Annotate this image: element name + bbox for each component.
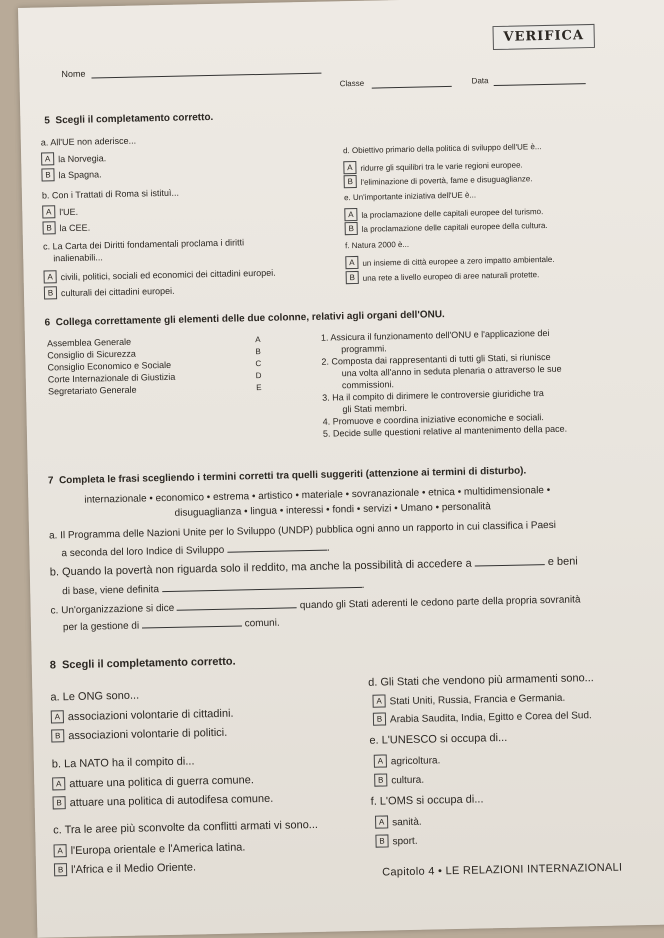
ex8-a-option-b[interactable] — [51, 726, 227, 743]
option-b-badge: B — [51, 729, 64, 742]
option-a-badge: A — [374, 754, 387, 767]
ex7-c-text-end-2: comuni. — [244, 617, 280, 630]
ex8-number: 8 — [49, 659, 57, 672]
organs-column — [47, 335, 176, 398]
ex7-title-text: Completa le frasi scegliendo i termini corretti tra quelli suggeriti (attenzione ai termini di disturbo). — [58, 465, 527, 487]
option-b-badge: B — [375, 834, 388, 847]
letter-item[interactable]: B — [255, 346, 261, 357]
ex7-b-text: b. Quando la povertà non riguarda solo il reddito, ma anche la possibilità di accedere a — [49, 557, 472, 579]
option-text: l'Africa e il Medio Oriente. — [70, 861, 197, 877]
option-a-badge: A — [372, 694, 385, 707]
ex8-d-option-b[interactable] — [373, 708, 592, 726]
ex5-a-option-a[interactable] — [41, 151, 106, 165]
ex7-b-line-1 — [50, 554, 578, 578]
option-a-badge: A — [54, 844, 67, 857]
name-label: Nome — [61, 68, 86, 80]
option-b-badge: B — [42, 221, 55, 234]
option-text: culturali dei cittadini europei. — [60, 285, 175, 299]
ex5-f-question: f. Natura 2000 è... — [344, 239, 410, 251]
verifica-title: VERIFICA — [492, 24, 594, 50]
option-a-badge: A — [343, 161, 356, 174]
class-line — [372, 86, 452, 89]
ex7-c-text: c. Un'organizzazione si dice — [50, 602, 175, 617]
worksheet-page — [18, 0, 664, 938]
ex5-f-option-b[interactable] — [346, 267, 540, 284]
option-b-badge: B — [54, 863, 67, 876]
ex5-e-question: e. Un'importante iniziativa dell'UE è... — [343, 190, 477, 203]
ex6-number: 6 — [44, 317, 51, 329]
organ-item: Assemblea Generale — [46, 336, 132, 349]
option-a-badge: A — [375, 815, 388, 828]
function-item[interactable]: 2. Composta dai rappresentanti di tutti gli Stati, si riunisce — [321, 351, 551, 367]
ex7-title — [48, 465, 527, 486]
ex5-d-option-b[interactable] — [344, 171, 533, 188]
function-item[interactable]: 1. Assicura il funzionamento dell'ONU e l'applicazione dei — [320, 327, 550, 343]
option-b-badge: B — [346, 271, 359, 284]
function-item-cont: programmi. — [341, 343, 387, 355]
ex8-f-option-b[interactable] — [375, 834, 417, 848]
option-text: l'UE. — [59, 206, 79, 218]
word-bank-line-2: disuguaglianza • lingua • interessi • fondi • servizi • Umano • personalità — [174, 501, 491, 519]
function-item-cont: gli Stati membri. — [342, 402, 408, 415]
ex5-b-option-b[interactable] — [42, 221, 90, 235]
ex8-c-option-a[interactable] — [54, 840, 246, 857]
letter-item[interactable]: D — [255, 370, 262, 381]
function-item[interactable]: 5. Decide sulle questioni relative al mantenimento della pace. — [322, 423, 568, 439]
option-b-badge: B — [344, 175, 357, 188]
ex7-b-text-2: di base, viene definita — [62, 584, 160, 598]
option-b-badge: B — [53, 796, 66, 809]
organ-item: Corte Internazionale di Giustizia — [47, 371, 176, 385]
option-a-badge: A — [44, 270, 57, 283]
organ-item: Segretariato Generale — [47, 384, 137, 397]
ex8-title-text: Scegli il completamento corretto. — [61, 655, 236, 672]
ex7-b-line-2: di base, viene definita . — [62, 579, 365, 598]
ex8-e-question: e. L'UNESCO si occupa di... — [369, 731, 508, 747]
chapter-footer: Capitolo 4 • LE RELAZIONI INTERNAZIONALI — [382, 861, 623, 879]
option-text: un insieme di città europee a zero impatto ambientale. — [362, 254, 555, 268]
option-b-badge: B — [41, 168, 54, 181]
ex7-a-line-2: a seconda del loro Indice di Sviluppo . — [61, 542, 330, 560]
ex5-a-question: a. All'UE non aderisce... — [40, 135, 137, 148]
ex5-d-question: d. Obiettivo primario della politica di sviluppo dell'UE è... — [342, 142, 542, 156]
date-line — [494, 83, 586, 86]
option-b-badge: B — [373, 712, 386, 725]
class-label: Classe — [339, 78, 365, 89]
ex8-b-question: b. La NATO ha il compito di... — [51, 755, 195, 771]
option-text: agricoltura. — [390, 755, 441, 768]
option-text: la CEE. — [59, 222, 91, 234]
ex7-a-text: a seconda del loro Indice di Sviluppo — [61, 544, 225, 560]
option-b-badge: B — [44, 286, 57, 299]
option-text: sport. — [392, 835, 418, 848]
option-text: sanità. — [392, 816, 422, 829]
ex8-e-option-b[interactable] — [374, 773, 424, 787]
ex5-title-text: Scegli il completamento corretto. — [55, 111, 214, 127]
option-b-badge: B — [374, 773, 387, 786]
ex5-c-question-1: c. La Carta dei Diritti fondamentali proclama i diritti — [42, 237, 245, 252]
option-text: associazioni volontarie di politici. — [68, 726, 228, 743]
option-text: la Norvegia. — [58, 153, 107, 165]
ex8-title — [50, 656, 236, 672]
option-text: associazioni volontarie di cittadini. — [67, 707, 234, 724]
functions-column — [321, 327, 567, 440]
ex6-title — [44, 309, 444, 328]
letters-column — [255, 334, 262, 394]
ex8-a-question: a. Le ONG sono... — [50, 689, 140, 704]
option-text: attuare una politica di autodifesa comune. — [69, 792, 274, 810]
option-a-badge: A — [52, 777, 65, 790]
ex7-c-line-2 — [63, 616, 280, 634]
letter-item[interactable]: A — [255, 334, 261, 345]
option-text: una rete a livello europeo di aree naturali protette. — [362, 270, 540, 283]
option-text: la proclamazione delle capitali europee della cultura. — [361, 220, 548, 234]
ex7-b-blank-1[interactable] — [475, 555, 545, 566]
option-text: l'Europa orientale e l'America latina. — [70, 841, 246, 858]
function-item[interactable]: 4. Promuove e coordina iniziative economiche e sociali. — [322, 412, 544, 427]
ex8-b-option-b[interactable] — [53, 792, 274, 810]
ex5-b-option-a[interactable] — [42, 205, 78, 219]
ex5-b-question: b. Con i Trattati di Roma si istituì... — [41, 187, 180, 201]
ex8-f-option-a[interactable] — [375, 815, 422, 829]
ex7-c-text-end: quando gli Stati aderenti le cedono parte della propria sovranità — [299, 594, 581, 612]
ex7-a-line-1: a. Il Programma delle Nazioni Unite per lo Sviluppo (UNDP) pubblica ogni anno un rapporto in cui classifica i Paesi — [48, 519, 556, 542]
ex8-d-question: d. Gli Stati che vendono più armamenti sono... — [368, 672, 594, 689]
ex8-f-question: f. L'OMS si occupa di... — [370, 793, 484, 808]
letter-item[interactable]: E — [256, 382, 262, 393]
word-bank-line-1: internazionale • economico • estrema • artistico • materiale • sovranazionale • etnica • multidimensionale • — [84, 484, 551, 506]
option-a-badge: A — [345, 256, 358, 269]
option-a-badge: A — [41, 152, 54, 165]
letter-item[interactable]: C — [255, 358, 262, 369]
option-b-badge: B — [345, 222, 358, 235]
ex7-number: 7 — [47, 475, 54, 487]
ex7-c-blank-2[interactable] — [142, 616, 242, 628]
option-a-badge: A — [42, 205, 55, 218]
option-a-badge: A — [51, 710, 64, 723]
function-item-cont: commissioni. — [341, 379, 395, 391]
ex5-c-option-a[interactable] — [44, 266, 276, 284]
ex6-title-text: Collega correttamente gli elementi delle due colonne, relativi agli organi dell'ONU. — [55, 309, 445, 329]
ex5-title — [44, 112, 213, 127]
ex7-b-blank-2[interactable] — [162, 578, 362, 592]
ex8-b-option-a[interactable] — [52, 773, 254, 790]
ex8-c-question: c. Tra le aree più sconvolte da conflitti armati vi sono... — [53, 818, 319, 837]
option-text: la proclamazione delle capitali europee del turismo. — [361, 207, 544, 220]
option-text: civili, politici, sociali ed economici dei cittadini europei. — [60, 267, 276, 283]
option-text: Arabia Saudita, India, Egitto e Corea del Sud. — [389, 710, 592, 726]
ex5-number: 5 — [44, 115, 51, 127]
option-text: ridurre gli squilibri tra le varie regioni europee. — [360, 160, 523, 173]
ex5-c-question-2: inalienabili... — [53, 252, 103, 264]
option-text: l'eliminazione di povertà, fame e disuguaglianze. — [360, 174, 533, 187]
ex8-a-option-a[interactable] — [51, 707, 234, 724]
ex5-a-option-b[interactable] — [41, 167, 101, 181]
option-text: la Spagna. — [58, 169, 102, 181]
ex8-e-option-a[interactable] — [374, 753, 441, 767]
ex7-c-blank-1[interactable] — [177, 598, 297, 611]
function-item[interactable]: 3. Ha il compito di dirimere le controversie giuridiche tra — [322, 388, 544, 403]
ex8-c-option-b[interactable] — [54, 860, 196, 876]
ex7-a-blank[interactable] — [227, 541, 327, 553]
ex5-c-option-b[interactable] — [44, 284, 175, 300]
ex8-d-option-a[interactable] — [372, 691, 565, 708]
ex7-c-line-1 — [50, 592, 580, 616]
organ-item: Consiglio di Sicurezza — [47, 348, 136, 361]
option-text: attuare una politica di guerra comune. — [69, 774, 255, 791]
option-a-badge: A — [344, 208, 357, 221]
date-label: Data — [471, 76, 489, 86]
organ-item: Consiglio Economico e Sociale — [47, 359, 172, 373]
ex7-b-text-end: e beni — [547, 555, 578, 569]
option-text: cultura. — [391, 774, 425, 787]
function-item-cont: una volta all'anno in seduta plenaria o attraverso le sue — [341, 363, 562, 379]
option-text: Stati Uniti, Russia, Francia e Germania. — [389, 692, 566, 708]
ex7-c-text-2: per la gestione di — [62, 620, 140, 634]
name-line — [91, 73, 321, 79]
